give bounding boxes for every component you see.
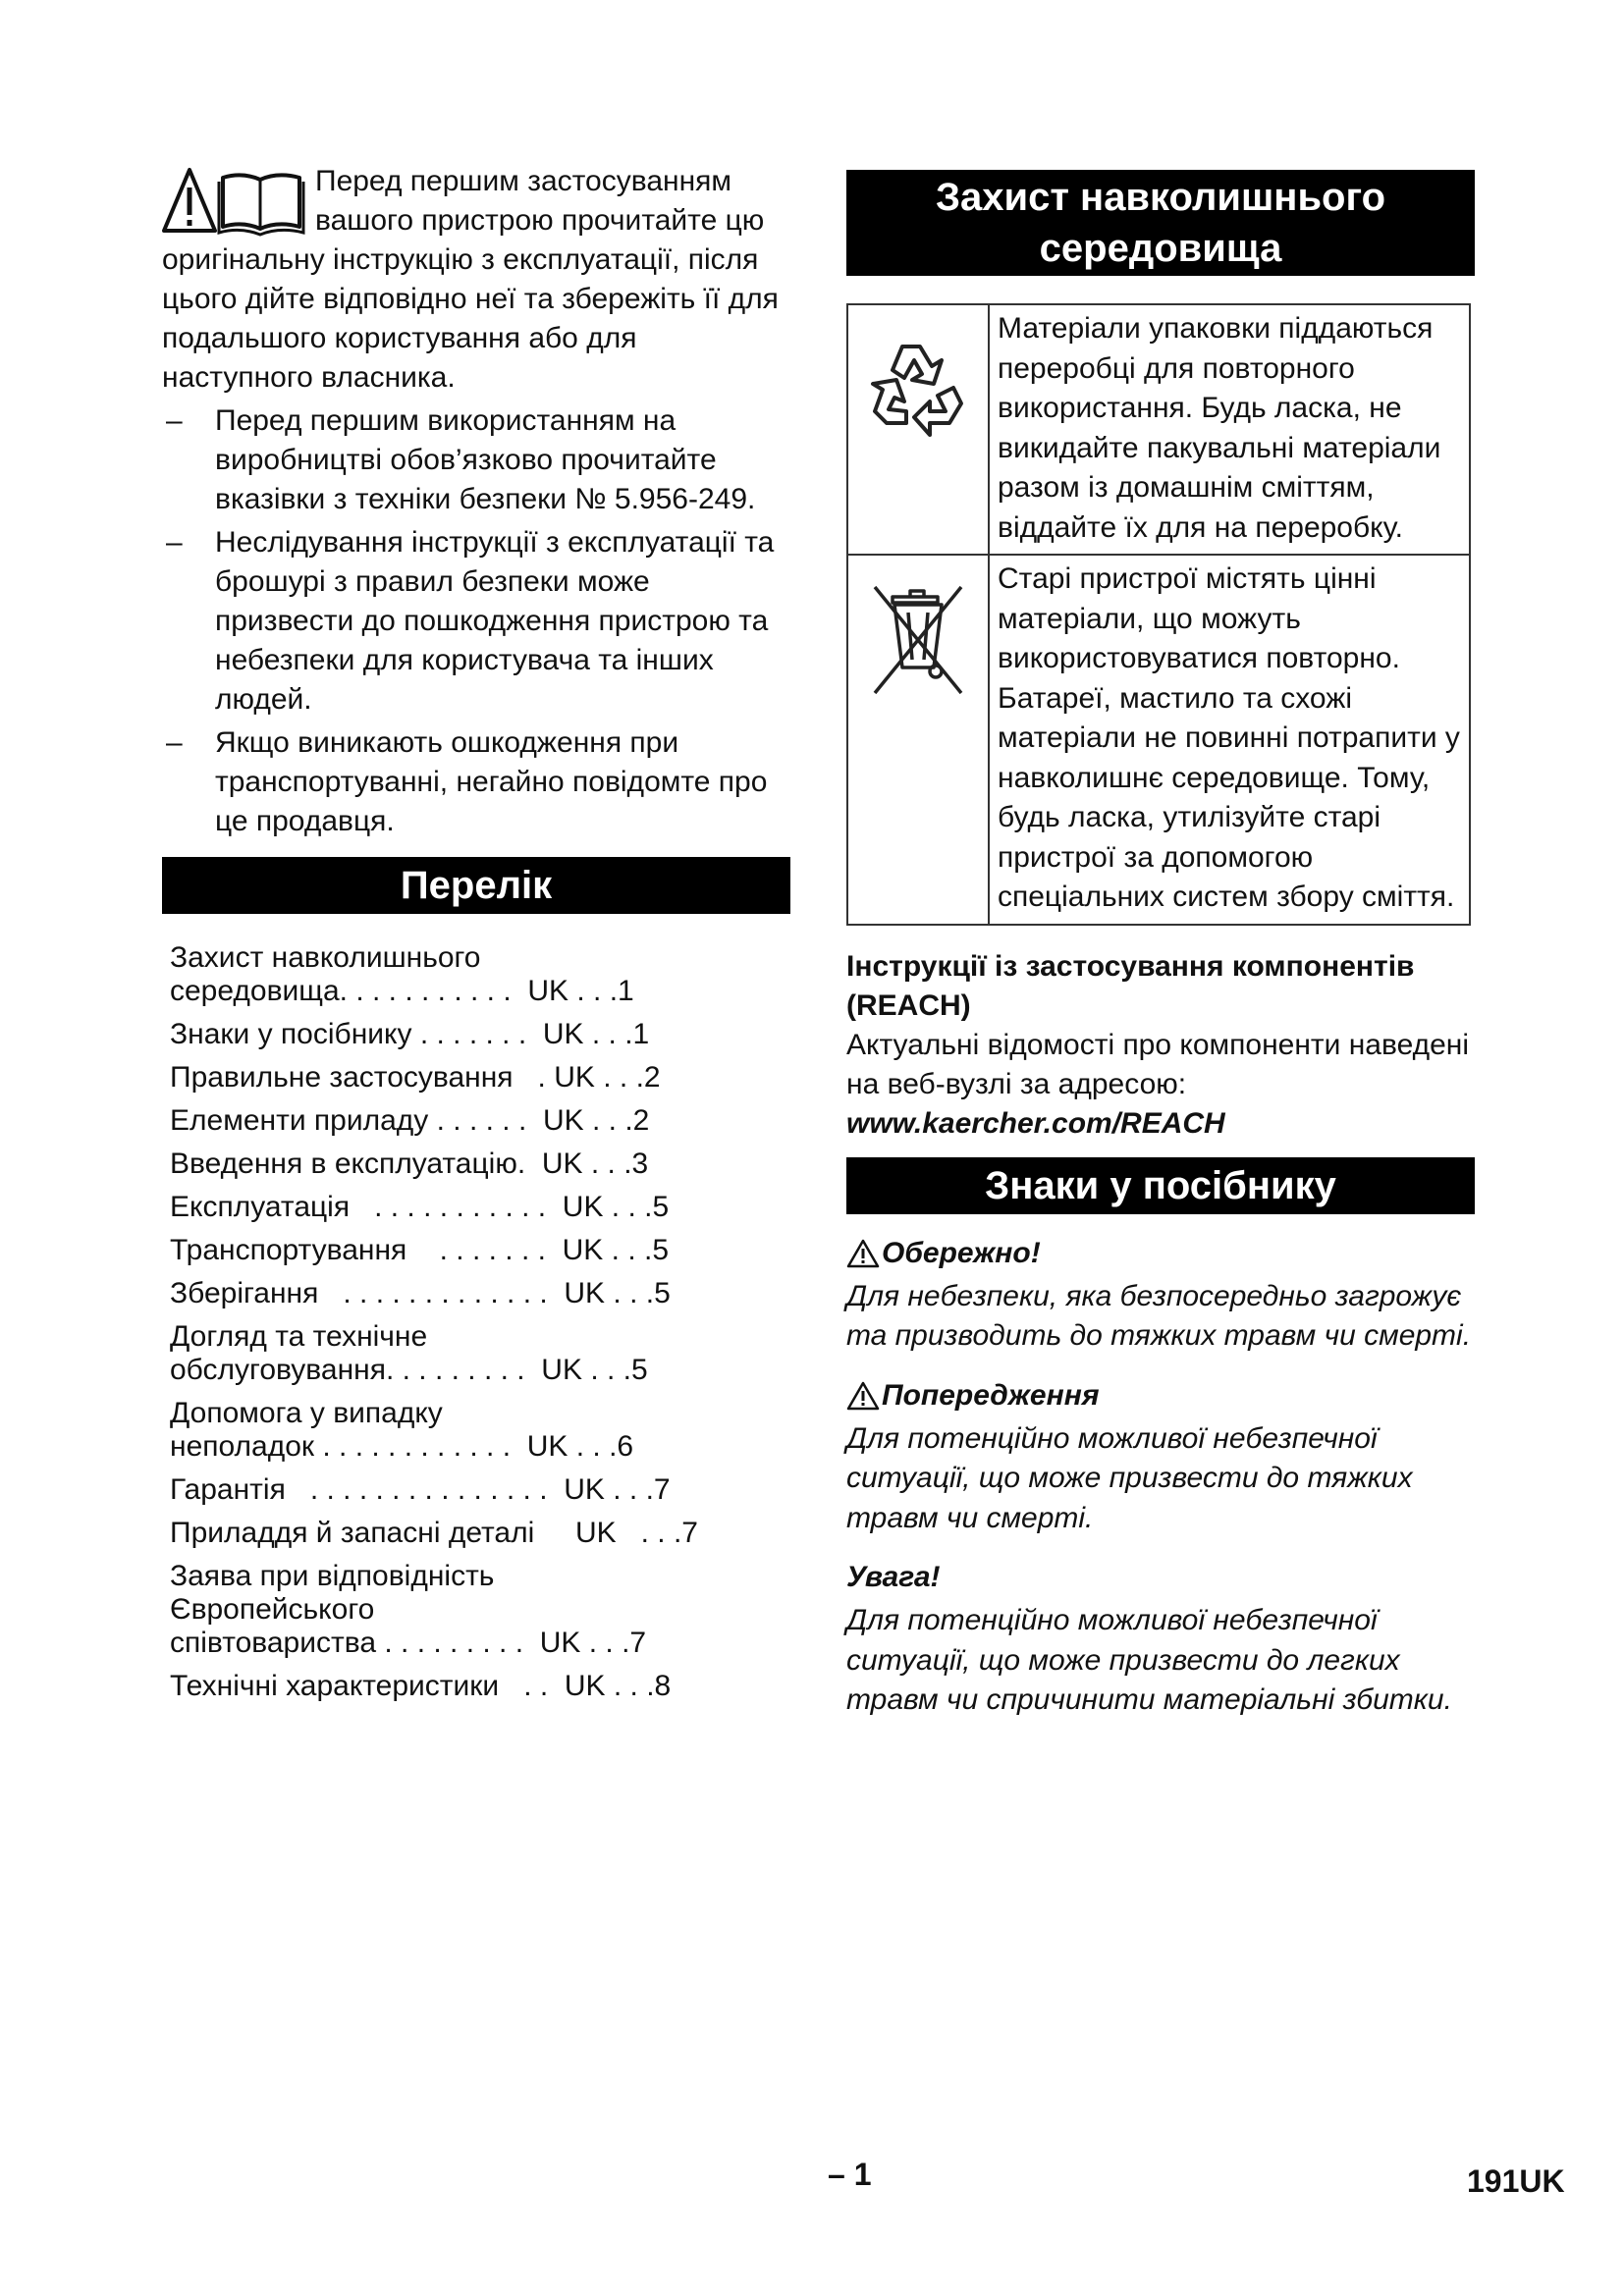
left-column <box>162 162 790 1713</box>
dash-marker: – <box>166 404 183 437</box>
warning-block-danger <box>846 1234 1475 1357</box>
toc-heading: Перелік <box>162 857 790 914</box>
list-item <box>162 523 790 720</box>
toc-entry-line1: Допомога у випадку <box>170 1397 443 1429</box>
toc-entry[interactable] <box>170 1104 790 1138</box>
toc-entry[interactable] <box>170 1320 790 1387</box>
right-column <box>846 170 1475 1721</box>
warning-read-manual-icon <box>162 166 307 237</box>
toc-entry-line2: середовища. . . . . . . . . . . UK . . .1 <box>170 975 634 1007</box>
toc-entry-line1: Заява при відповідність Європейського <box>170 1560 495 1626</box>
warning-block-attention <box>846 1558 1475 1721</box>
warning-title <box>846 1558 1475 1597</box>
table-cell-icon <box>847 304 989 555</box>
warning-text: Для потенційно можливої небезпечної ситуації, що може призвести до тяжких травм чи смерті. <box>846 1421 1413 1534</box>
warning-block-caution <box>846 1376 1475 1539</box>
recycle-icon <box>859 327 977 445</box>
list-item <box>162 401 790 519</box>
toc-entry-line2: Введення в експлуатацію. UK . . .3 <box>170 1148 649 1180</box>
list-item <box>162 723 790 841</box>
toc-entry-line2: Зберігання . . . . . . . . . . . . . UK . . .5 <box>170 1277 671 1309</box>
intro-section <box>162 162 790 841</box>
reach-text: Актуальні відомості про компоненти наведені на веб-вузлі за адресою: <box>846 1028 1470 1100</box>
toc-entry[interactable] <box>170 1670 790 1703</box>
toc-entry[interactable] <box>170 1517 790 1550</box>
page-code: 191UK <box>1467 2163 1565 2199</box>
bullet-text: Неслідування інструкції з експлуатації та брошурі з правил безпеки може призвести до пошкодження пристрою та небезпеки для користувача та інших людей. <box>215 526 775 716</box>
toc-entry[interactable] <box>170 1018 790 1051</box>
table-cell-icon <box>847 555 989 925</box>
toc-entry[interactable] <box>170 1061 790 1095</box>
toc-entry-line2: Технічні характеристики . . UK . . .8 <box>170 1670 672 1702</box>
warning-title-text: Попередження <box>882 1378 1100 1412</box>
toc-entry-line2: обслуговування. . . . . . . . . UK . . .5 <box>170 1354 648 1386</box>
toc-entry-line2: співтовариства . . . . . . . . . UK . . .7 <box>170 1627 647 1659</box>
reach-section <box>846 947 1475 1144</box>
warning-icon <box>846 1239 880 1268</box>
signs-heading: Знаки у посібнику <box>846 1157 1475 1214</box>
toc-entry[interactable] <box>170 1191 790 1224</box>
intro-bullet-list <box>162 401 790 841</box>
toc-entry-line2: Експлуатація . . . . . . . . . . . UK . . .5 <box>170 1191 670 1223</box>
dash-marker: – <box>166 526 183 559</box>
toc-entry-line2: Елементи приладу . . . . . . UK . . .2 <box>170 1104 650 1137</box>
crossed-bin-icon <box>859 577 977 705</box>
toc-entry-line2: Знаки у посібнику . . . . . . . UK . . .1 <box>170 1018 650 1050</box>
toc-entry-line1: Догляд та технічне <box>170 1320 428 1353</box>
table-of-contents <box>162 941 790 1703</box>
table-cell-text: Матеріали упаковки піддаються переробці для повторного використання. Будь ласка, не викидайте пакувальні матеріали разом із домашнім сміттям, віддайте їх для на переробку. <box>989 304 1470 555</box>
reach-link[interactable]: www.kaercher.com/REACH <box>846 1106 1225 1140</box>
environment-table <box>846 303 1471 926</box>
warning-text: Для потенційно можливої небезпечної ситуації, що може призвести до легких травм чи спричинити матеріальні збитки. <box>846 1604 1452 1716</box>
warning-title <box>846 1376 1475 1415</box>
intro-paragraph <box>162 162 790 398</box>
warning-icon <box>846 1381 880 1411</box>
intro-paragraph-text: Перед першим застосуванням вашого пристрою прочитайте цю оригінальну інструкцію з експлуатації, після цього дійте відповідно неї та збережіть її для подальшого користування або для наступного власника. <box>162 165 779 394</box>
table-cell-text: Старі пристрої містять цінні матеріали, що можуть використовуватися повторно. Батареї, мастило та схожі матеріали не повинні потрапити у навколишнє середовище. Тому, будь ласка, утилізуйте старі пристрої за допомогою спеціальних систем збору сміття. <box>989 555 1470 925</box>
toc-entry-line2: Гарантія . . . . . . . . . . . . . . . UK . . .7 <box>170 1473 671 1506</box>
toc-entry[interactable] <box>170 1473 790 1507</box>
table-row <box>847 304 1470 555</box>
toc-entry[interactable] <box>170 1277 790 1310</box>
toc-entry-line2: Транспортування . . . . . . . UK . . .5 <box>170 1234 670 1266</box>
toc-entry-line2: Правильне застосування . UK . . .2 <box>170 1061 661 1094</box>
warning-title <box>846 1234 1475 1273</box>
toc-entry[interactable] <box>170 1397 790 1464</box>
warning-text: Для небезпеки, яка безпосередньо загрожує та призводить до тяжких травм чи смерті. <box>846 1279 1472 1352</box>
environment-heading: Захист навколишнього середовища <box>846 170 1475 276</box>
table-row <box>847 555 1470 925</box>
page-number: – 1 <box>828 2157 872 2192</box>
toc-entry[interactable] <box>170 1234 790 1267</box>
dash-marker: – <box>166 726 183 759</box>
warning-title-text: Увага! <box>846 1561 941 1593</box>
toc-entry[interactable] <box>170 1560 790 1660</box>
toc-entry[interactable] <box>170 941 790 1008</box>
warning-title-text: Обережно! <box>882 1236 1041 1269</box>
reach-heading: Інструкції із застосування компонентів (REACH) <box>846 949 1415 1022</box>
toc-entry-line2: Приладдя й запасні деталі UK . . .7 <box>170 1517 698 1549</box>
bullet-text: Перед першим використанням на виробництві обов’язково прочитайте вказівки з техніки безпеки № 5.956-249. <box>215 404 756 515</box>
toc-entry-line2: неполадок . . . . . . . . . . . . UK . . .6 <box>170 1430 634 1463</box>
bullet-text: Якщо виникають ошкодження при транспортуванні, негайно повідомте про це продавця. <box>215 726 768 837</box>
toc-entry[interactable] <box>170 1148 790 1181</box>
toc-entry-line1: Захист навколишнього <box>170 941 481 974</box>
